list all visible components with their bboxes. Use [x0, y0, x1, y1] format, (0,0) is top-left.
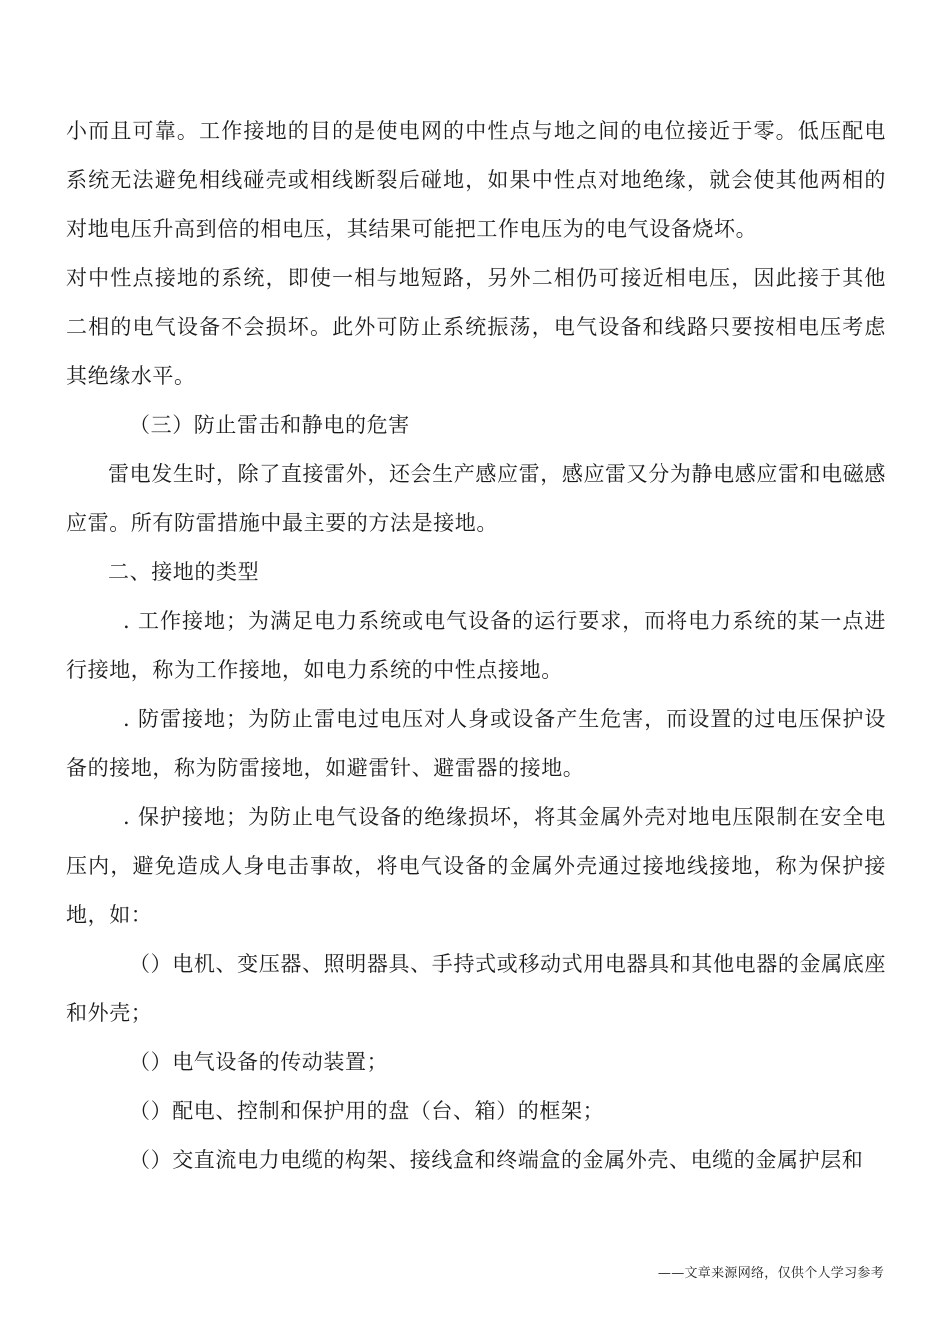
paragraph-work-grounding-purpose: 小而且可靠。工作接地的目的是使电网的中性点与地之间的电位接近于零。低压配电系统无法避免相线碰壳或相线断裂后碰地，如果中性点对地绝缘，就会使其他两相的对地电压升高到倍的相电压，其结果可能把工作电压为的电气设备烧坏。 [66, 119, 886, 241]
document-body [66, 107, 886, 1185]
paragraph-work-grounding: . 工作接地；为满足电力系统或电气设备的运行要求，而将电力系统的某一点进行接地，称为工作接地，如电力系统的中性点接地。 [66, 609, 886, 682]
list-item: （）电气设备的传动装置； [129, 1050, 389, 1074]
list-item: （）电机、变压器、照明器具、手持式或移动式用电器具和其他电器的金属底座和外壳； [66, 952, 886, 1025]
section-heading-grounding-types: 二、接地的类型 [108, 560, 260, 584]
page-footer: ——文章来源网络，仅供个人学习参考 [657, 1266, 884, 1281]
list-item: （）交直流电力电缆的构架、接线盒和终端盒的金属外壳、电缆的金属护层和 [129, 1148, 864, 1172]
paragraph-protective-grounding: . 保护接地；为防止电气设备的绝缘损坏，将其金属外壳对地电压限制在安全电压内，避免造成人身电击事故，将电气设备的金属外壳通过接地线接地，称为保护接地，如： [66, 805, 886, 927]
paragraph-lightning-grounding: . 防雷接地；为防止雷电过电压对人身或设备产生危害，而设置的过电压保护设备的接地，称为防雷接地，如避雷针、避雷器的接地。 [66, 707, 886, 780]
paragraph-neutral-grounded-system: 对中性点接地的系统，即使一相与地短路，另外二相仍可接近相电压，因此接于其他二相的电气设备不会损坏。此外可防止系统振荡，电气设备和线路只要按相电压考虑其绝缘水平。 [66, 266, 886, 388]
paragraph-lightning: 雷电发生时，除了直接雷外，还会生产感应雷，感应雷又分为静电感应雷和电磁感应雷。所有防雷措施中最主要的方法是接地。 [66, 462, 886, 535]
section-heading-lightning-static: （三）防止雷击和静电的危害 [129, 413, 410, 437]
list-item: （）配电、控制和保护用的盘（台、箱）的框架； [129, 1099, 605, 1123]
